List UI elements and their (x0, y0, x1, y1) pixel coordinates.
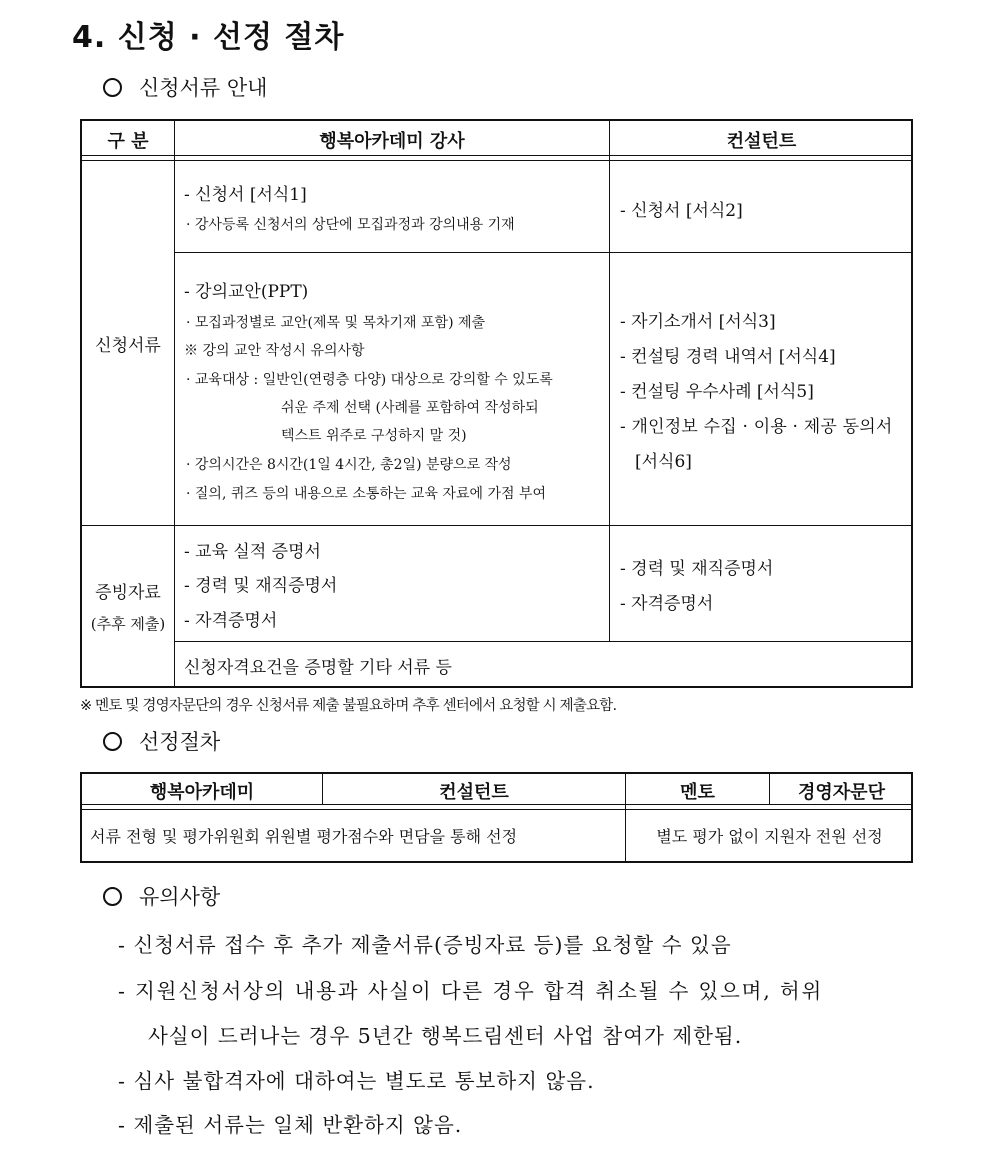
col-header-advisory: 경영자문단 (798, 782, 885, 803)
selection-table (80, 772, 913, 863)
col-header-consultant: 컨설턴트 (439, 782, 509, 803)
consultant-evidence-item: - 경력 및 재직증명서 (620, 559, 774, 579)
consultant-application-form: - 신청서 [서식2] (620, 201, 743, 221)
col-header-mentor: 멘토 (680, 782, 715, 803)
notice-item: 사실이 드러나는 경우 5년간 행복드림센터 사업 참여가 제한됨. (148, 1024, 743, 1048)
section-title-selection (103, 726, 220, 756)
notice-item: - 지원신청서상의 내용과 사실이 다른 경우 합격 취소될 수 있으며, 허위 (118, 979, 824, 1003)
section-title-notes (103, 881, 220, 911)
academy-item: ※ 강의 교안 작성시 유의사항 (184, 343, 365, 359)
notice-item: - 심사 불합격자에 대하여는 별도로 통보하지 않음. (118, 1069, 595, 1093)
selection-method-mentor-advisory: 별도 평가 없이 지원자 전원 선정 (656, 827, 883, 846)
col-header-academy: 행복아카데미 강사 (319, 131, 465, 152)
documents-note: ※ 멘토 및 경영자문단의 경우 신청서류 제출 불필요하며 추후 센터에서 요청할 시 제출요함. (80, 698, 617, 714)
academy-item: 텍스트 위주로 구성하지 말 것) (281, 428, 467, 444)
section-title-text: 신청서류 안내 (139, 76, 268, 100)
academy-evidence-item: - 자격증명서 (184, 611, 278, 631)
academy-evidence-item: - 교육 실적 증명서 (184, 542, 321, 562)
section-title-text: 선정절차 (139, 730, 221, 754)
academy-item: · 질의, 퀴즈 등의 내용으로 소통하는 교육 자료에 가점 부여 (186, 486, 547, 502)
academy-evidence-item: - 경력 및 재직증명서 (184, 576, 338, 596)
selection-method-academy-consultant: 서류 전형 및 평가위원회 위원별 평가점수와 면담을 통해 선정 (90, 827, 518, 846)
circle-bullet-icon (103, 732, 122, 751)
circle-bullet-icon (103, 78, 122, 97)
circle-bullet-icon (103, 887, 122, 906)
row-label-evidence: 증빙자료 (95, 583, 161, 603)
academy-application-note: · 강사등록 신청서의 상단에 모집과정과 강의내용 기재 (186, 217, 515, 233)
documents-table (80, 119, 913, 688)
consultant-evidence-item: - 자격증명서 (620, 594, 714, 614)
other-documents: 신청자격요건을 증명할 기타 서류 등 (184, 658, 452, 678)
section-heading: 4. 신청 · 선정 절차 (72, 20, 345, 55)
academy-item: · 모집과정별로 교안(제목 및 목차기재 포함) 제출 (186, 315, 486, 331)
academy-item: 쉬운 주제 선택 (사례를 포함하여 작성하되 (281, 400, 539, 416)
consultant-item: - 컨설팅 경력 내역서 [서식4] (620, 347, 836, 367)
academy-lecture-ppt: - 강의교안(PPT) (184, 282, 309, 302)
consultant-item: - 자기소개서 [서식3] (620, 312, 776, 332)
col-header-category: 구 분 (107, 131, 149, 152)
consultant-item: - 컨설팅 우수사례 [서식5] (620, 382, 814, 402)
section-title-documents (103, 72, 267, 102)
consultant-item: - 개인정보 수집 · 이용 · 제공 동의서 (620, 417, 893, 437)
col-header-consultant: 컨설턴트 (726, 131, 797, 152)
row-label-application: 신청서류 (95, 336, 161, 356)
consultant-item: [서식6] (635, 452, 692, 472)
section-title-text: 유의사항 (139, 885, 221, 909)
academy-item: · 강의시간은 8시간(1일 4시간, 총2일) 분량으로 작성 (186, 457, 512, 473)
academy-item: · 교육대상 : 일반인(연령층 다양) 대상으로 강의할 수 있도록 (186, 372, 553, 388)
notice-item: - 신청서류 접수 후 추가 제출서류(증빙자료 등)를 요청할 수 있음 (118, 933, 732, 957)
notice-item: - 제출된 서류는 일체 반환하지 않음. (118, 1113, 463, 1137)
academy-application-form: - 신청서 [서식1] (184, 185, 307, 205)
row-label-evidence-note: (추후 제출) (90, 615, 166, 633)
col-header-academy: 행복아카데미 (149, 782, 255, 803)
